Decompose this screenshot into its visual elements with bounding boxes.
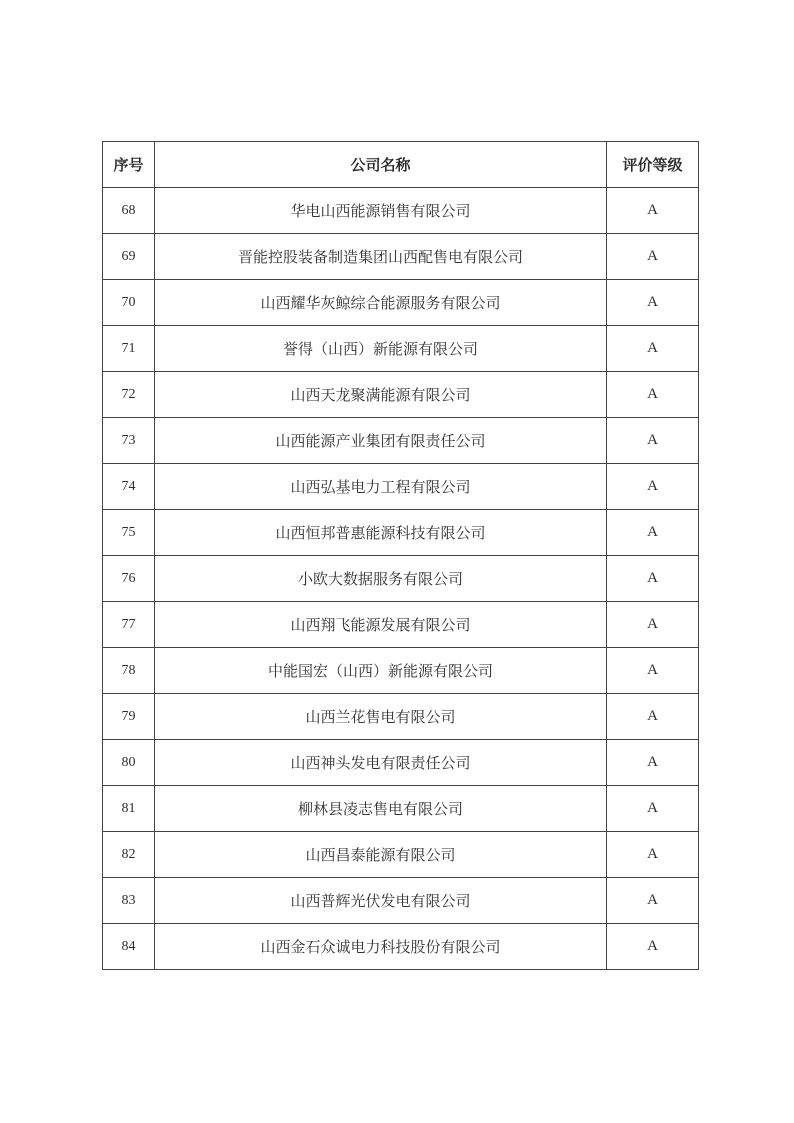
table-row [103,372,699,418]
rating-grade-cell: A [607,418,699,464]
rating-grade-cell: A [607,234,699,280]
company-name-cell: 小欧大数据服务有限公司 [155,556,607,602]
rating-grade-cell: A [607,556,699,602]
rating-grade-cell: A [607,326,699,372]
table-row [103,878,699,924]
table-row [103,786,699,832]
serial-number-cell: 75 [103,510,155,556]
serial-number-cell: 74 [103,464,155,510]
company-name-cell: 山西兰花售电有限公司 [155,694,607,740]
serial-number-cell: 72 [103,372,155,418]
rating-grade-cell: A [607,188,699,234]
rating-grade-cell: A [607,280,699,326]
company-name-cell: 华电山西能源销售有限公司 [155,188,607,234]
company-name-cell: 中能国宏（山西）新能源有限公司 [155,648,607,694]
table-row [103,234,699,280]
table-row [103,694,699,740]
table-row [103,832,699,878]
serial-number-cell: 71 [103,326,155,372]
serial-number-cell: 79 [103,694,155,740]
table-header-row [103,142,699,188]
header-rating-grade: 评价等级 [607,142,699,188]
serial-number-cell: 68 [103,188,155,234]
table-row [103,556,699,602]
serial-number-cell: 69 [103,234,155,280]
table-row [103,280,699,326]
company-name-cell: 晋能控股装备制造集团山西配售电有限公司 [155,234,607,280]
header-company-name: 公司名称 [155,142,607,188]
rating-grade-cell: A [607,372,699,418]
table-body [103,188,699,970]
serial-number-cell: 70 [103,280,155,326]
table-row [103,740,699,786]
serial-number-cell: 76 [103,556,155,602]
table-row [103,188,699,234]
rating-grade-cell: A [607,694,699,740]
table-row [103,326,699,372]
header-serial-number: 序号 [103,142,155,188]
rating-grade-cell: A [607,510,699,556]
company-name-cell: 山西能源产业集团有限责任公司 [155,418,607,464]
company-name-cell: 山西天龙聚满能源有限公司 [155,372,607,418]
company-name-cell: 山西昌泰能源有限公司 [155,832,607,878]
table-row [103,648,699,694]
serial-number-cell: 78 [103,648,155,694]
rating-grade-cell: A [607,740,699,786]
company-name-cell: 誉得（山西）新能源有限公司 [155,326,607,372]
serial-number-cell: 73 [103,418,155,464]
rating-grade-cell: A [607,648,699,694]
company-name-cell: 山西恒邦普惠能源科技有限公司 [155,510,607,556]
company-rating-table [102,141,699,970]
company-name-cell: 山西金石众诚电力科技股份有限公司 [155,924,607,970]
rating-grade-cell: A [607,832,699,878]
company-name-cell: 山西耀华灰鲸综合能源服务有限公司 [155,280,607,326]
company-name-cell: 山西翔飞能源发展有限公司 [155,602,607,648]
table-row [103,602,699,648]
table-row [103,418,699,464]
table-row [103,464,699,510]
serial-number-cell: 77 [103,602,155,648]
company-name-cell: 柳林县凌志售电有限公司 [155,786,607,832]
company-name-cell: 山西神头发电有限责任公司 [155,740,607,786]
serial-number-cell: 83 [103,878,155,924]
rating-grade-cell: A [607,786,699,832]
table-row [103,924,699,970]
serial-number-cell: 84 [103,924,155,970]
company-name-cell: 山西弘基电力工程有限公司 [155,464,607,510]
serial-number-cell: 82 [103,832,155,878]
rating-grade-cell: A [607,924,699,970]
serial-number-cell: 80 [103,740,155,786]
rating-grade-cell: A [607,878,699,924]
serial-number-cell: 81 [103,786,155,832]
rating-grade-cell: A [607,602,699,648]
table-row [103,510,699,556]
rating-grade-cell: A [607,464,699,510]
company-name-cell: 山西普辉光伏发电有限公司 [155,878,607,924]
